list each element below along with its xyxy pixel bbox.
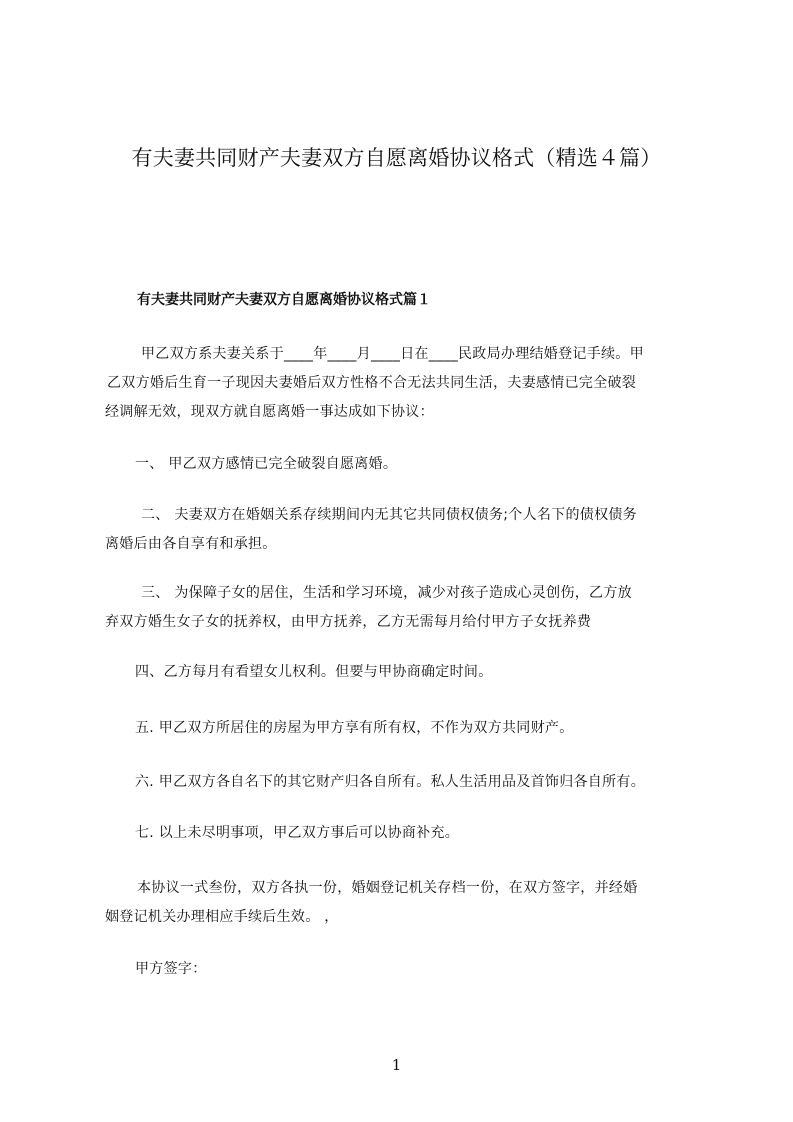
paragraph-line: 四、乙方每月有看望女儿权利。但要与甲协商确定时间。 <box>135 664 493 680</box>
paragraph-line: 七. 以上未尽明事项，甲乙双方事后可以协商补充。 <box>135 825 460 841</box>
section-title: 有夫妻共同财产夫妻双方自愿离婚协议格式篇１ <box>137 292 431 308</box>
clause-2 <box>105 501 710 559</box>
clause-5 <box>105 714 710 743</box>
paragraph-line: 姻登记机关办理相应手续后生效。 ， <box>105 909 339 925</box>
paragraph-line: 一、 甲乙双方感情已完全破裂自愿离婚。 <box>135 456 398 472</box>
paragraph-line: 本协议一式叁份，双方各执一份，婚姻登记机关存档一份，在双方签字，并经婚 <box>137 880 638 896</box>
paragraph-line: 五. 甲乙双方所居住的房屋为甲方享有所有权，不作为双方共同财产。 <box>135 720 574 736</box>
document-title: 有夫妻共同财产夫妻双方自愿离婚协议格式（精选４篇） <box>131 146 662 170</box>
paragraph-line: 经调解无效，现双方就自愿离婚一事达成如下协议： <box>105 404 434 420</box>
clause-4 <box>105 658 710 687</box>
clause-7 <box>105 819 710 848</box>
paragraph-line: 六. 甲乙双方各自名下的其它财产归各自所有。私人生活用品及首饰归各自所有。 <box>135 774 645 790</box>
clause-1 <box>105 450 710 479</box>
paragraph-line: 离婚后由各自享有和承担。 <box>105 536 277 552</box>
party-a-signature <box>105 955 710 984</box>
signature-label: 甲方签字： <box>135 961 207 977</box>
clause-3 <box>105 579 710 637</box>
paragraph-line: 甲乙双方系夫妻关系于____年____月____日在____民政局办理结婚登记手续。甲 <box>141 346 644 362</box>
paragraph-intro <box>105 340 710 427</box>
page-number: 1 <box>391 1056 402 1074</box>
paragraph-effectiveness <box>105 874 710 932</box>
paragraph-line: 弃双方婚生女子女的抚养权，由甲方抚养，乙方无需每月给付甲方子女抚养费 <box>105 614 592 630</box>
paragraph-line: 乙双方婚后生育一子现因夫妻婚后双方性格不合无法共同生活，夫妻感情已完全破裂 <box>107 375 637 391</box>
clause-6 <box>105 768 710 797</box>
paragraph-line: 三、 为保障子女的居住，生活和学习环境，减少对孩子造成心灵创伤，乙方放 <box>141 585 632 601</box>
paragraph-line: 二、 夫妻双方在婚姻关系存续期间内无其它共同债权债务;个人名下的债权债务 <box>141 507 637 523</box>
